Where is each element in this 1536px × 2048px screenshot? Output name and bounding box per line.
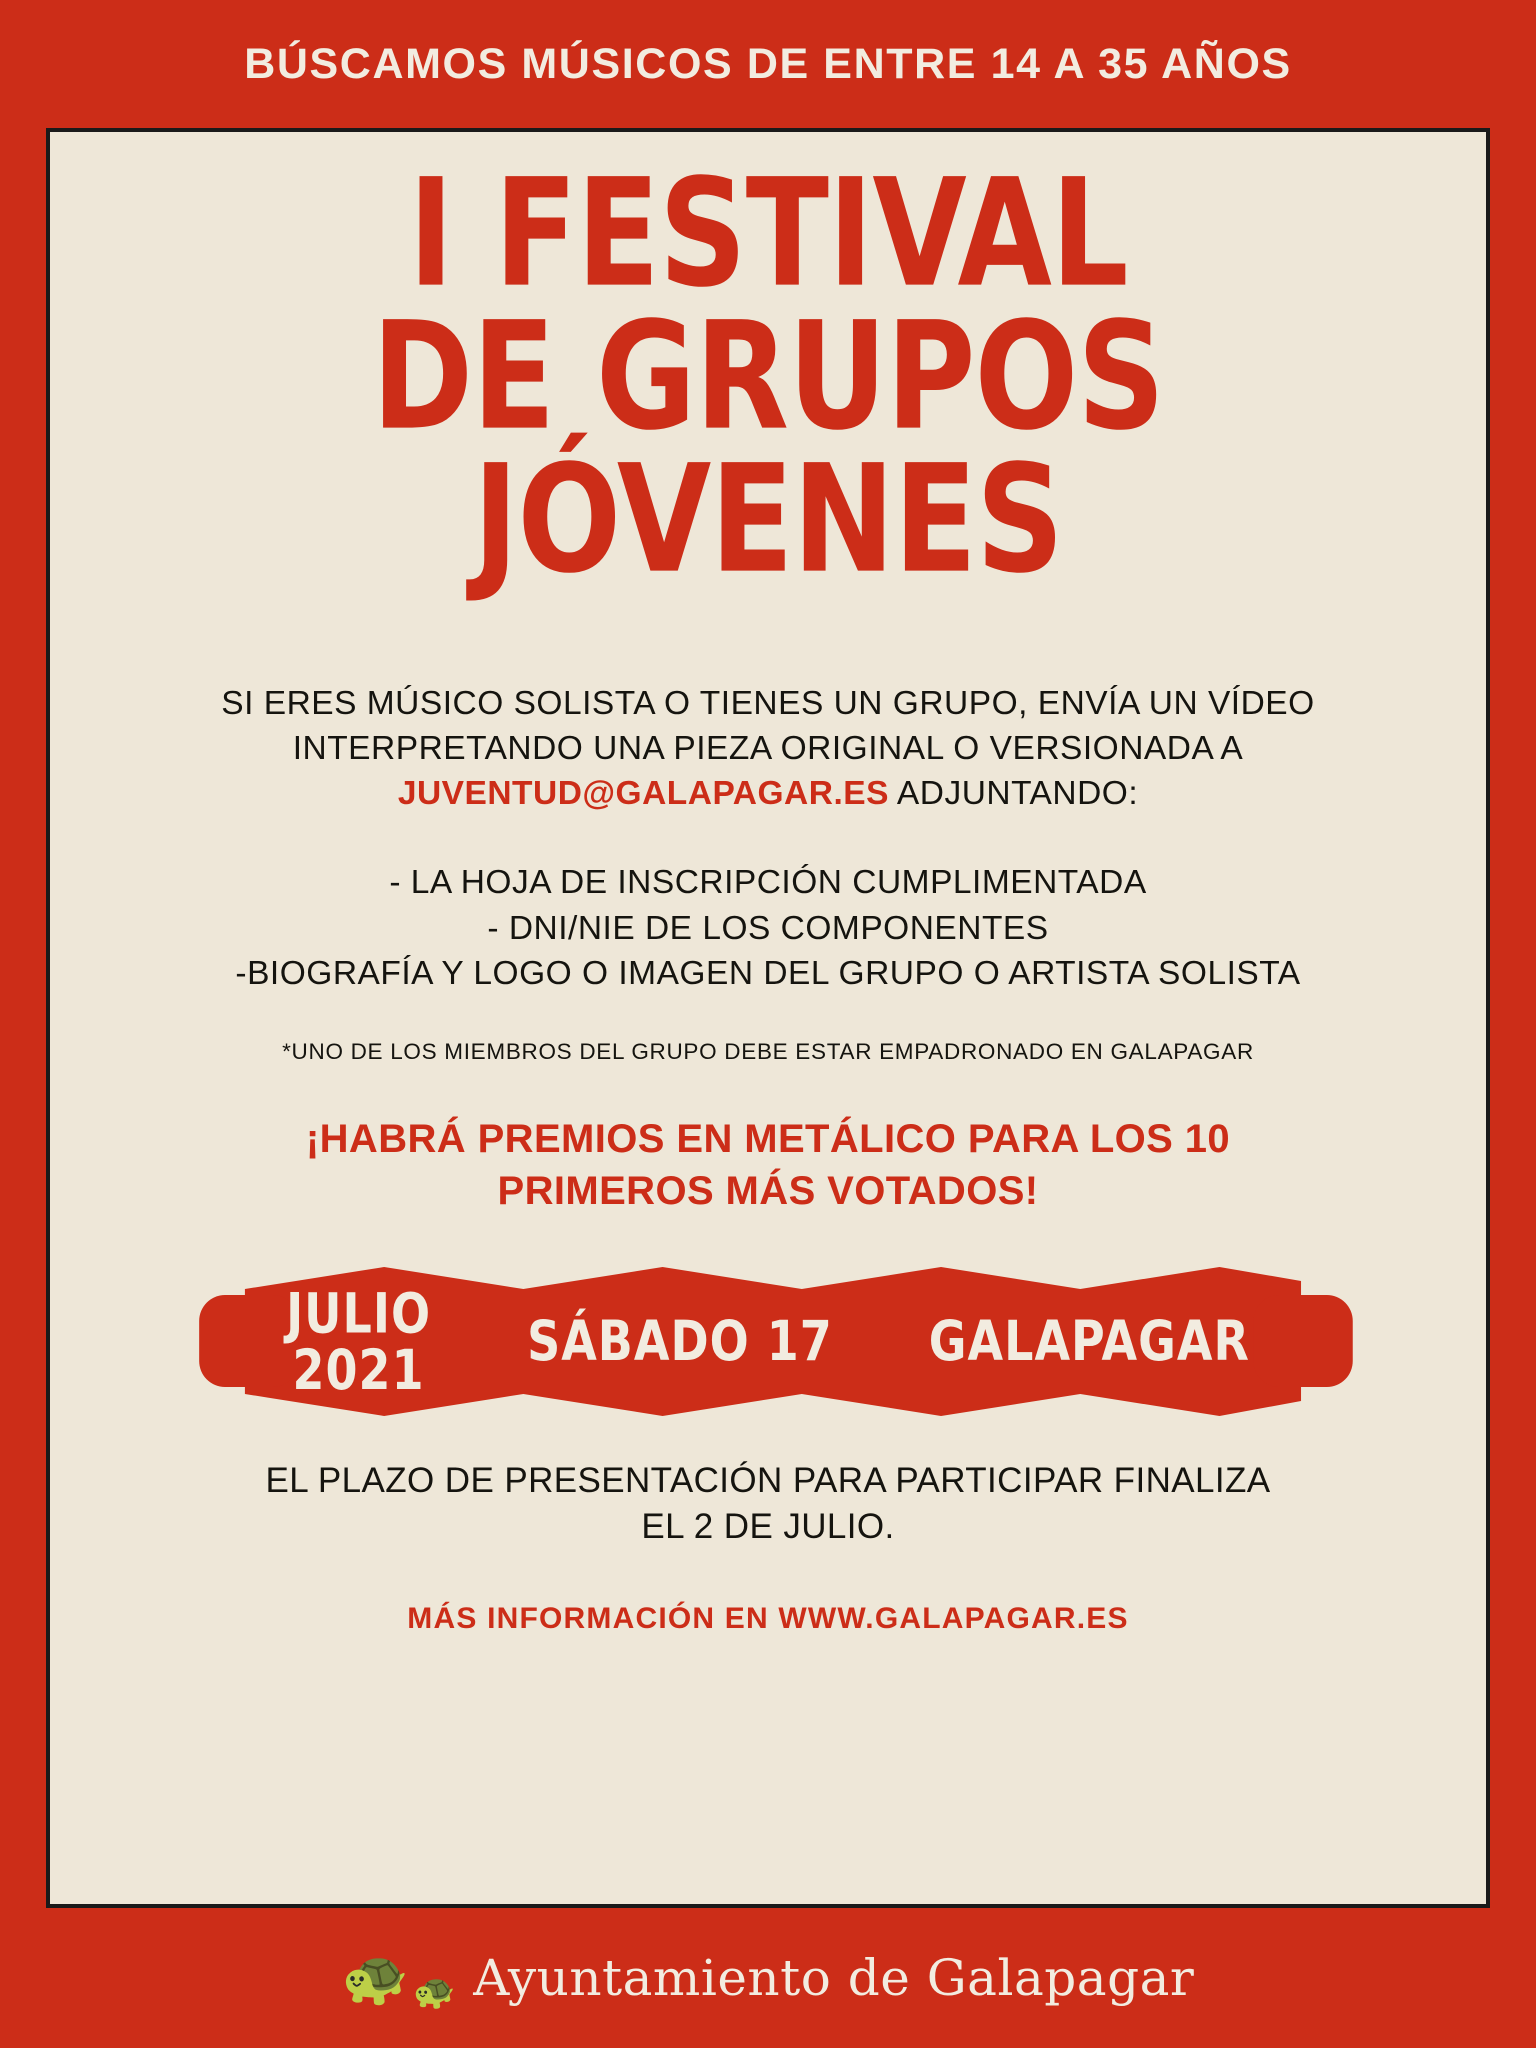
band-place: GALAPAGAR (928, 1308, 1250, 1374)
prize-announcement (306, 1113, 1230, 1217)
title-line-2: DE GRUPOS (371, 289, 1165, 463)
date-band-labels (50, 1259, 1486, 1424)
turtle-icon: 🐢 (341, 1948, 409, 2008)
requirement-item: - DNI/NIE DE LOS COMPONENTES (487, 909, 1049, 947)
prize-line-2: PRIMEROS MÁS VOTADOS! (497, 1169, 1039, 1214)
footer-organization-name: Ayuntamiento de Galapagar (473, 1949, 1195, 2007)
title-line-3: JÓVENES (473, 432, 1063, 606)
deadline-text (265, 1458, 1270, 1550)
requirements-list (235, 860, 1300, 997)
top-banner-text: BÚSCAMOS MÚSICOS DE ENTRE 14 A 35 AÑOS (244, 39, 1292, 88)
top-banner (0, 0, 1536, 128)
requirement-item: - LA HOJA DE INSCRIPCIÓN CUMPLIMENTADA (389, 864, 1147, 902)
band-month: JULIO (286, 1280, 432, 1346)
intro-paragraph (50, 681, 1486, 817)
band-year: 2021 (292, 1336, 425, 1402)
footer-logo (341, 1948, 456, 2011)
requirement-item: -BIOGRAFÍA Y LOGO O IMAGEN DEL GRUPO O ARTISTA SOLISTA (235, 955, 1301, 993)
footer (0, 1908, 1536, 2048)
band-month-year (286, 1280, 432, 1402)
residency-note: *UNO DE LOS MIEMBROS DEL GRUPO DEBE ESTAR EMPADRONADO EN GALAPAGAR (282, 1039, 1254, 1065)
more-info-link[interactable]: MÁS INFORMACIÓN EN WWW.GALAPAGAR.ES (407, 1602, 1129, 1636)
contact-email[interactable]: JUVENTUD@GALAPAGAR.ES (397, 775, 889, 813)
deadline-line-1: EL PLAZO DE PRESENTACIÓN PARA PARTICIPAR FINALIZA (265, 1461, 1271, 1501)
poster-card (46, 128, 1490, 1908)
deadline-line-2: EL 2 DE JULIO. (641, 1507, 895, 1547)
intro-text-part2: ADJUNTANDO: (888, 775, 1139, 813)
title-line-1: I FESTIVAL (408, 146, 1128, 321)
festival-title (50, 146, 1486, 606)
date-band (50, 1259, 1486, 1424)
turtle-small-icon: 🐢 (412, 1973, 456, 2011)
intro-text-part1: SI ERES MÚSICO SOLISTA O TIENES UN GRUPO, ENVÍA UN VÍDEO INTERPRETANDO UNA PIEZA ORIGINAL O VERSIONADA A (221, 684, 1315, 767)
band-day: SÁBADO 17 (527, 1308, 833, 1374)
prize-line-1: ¡HABRÁ PREMIOS EN METÁLICO PARA LOS 10 (305, 1117, 1231, 1162)
